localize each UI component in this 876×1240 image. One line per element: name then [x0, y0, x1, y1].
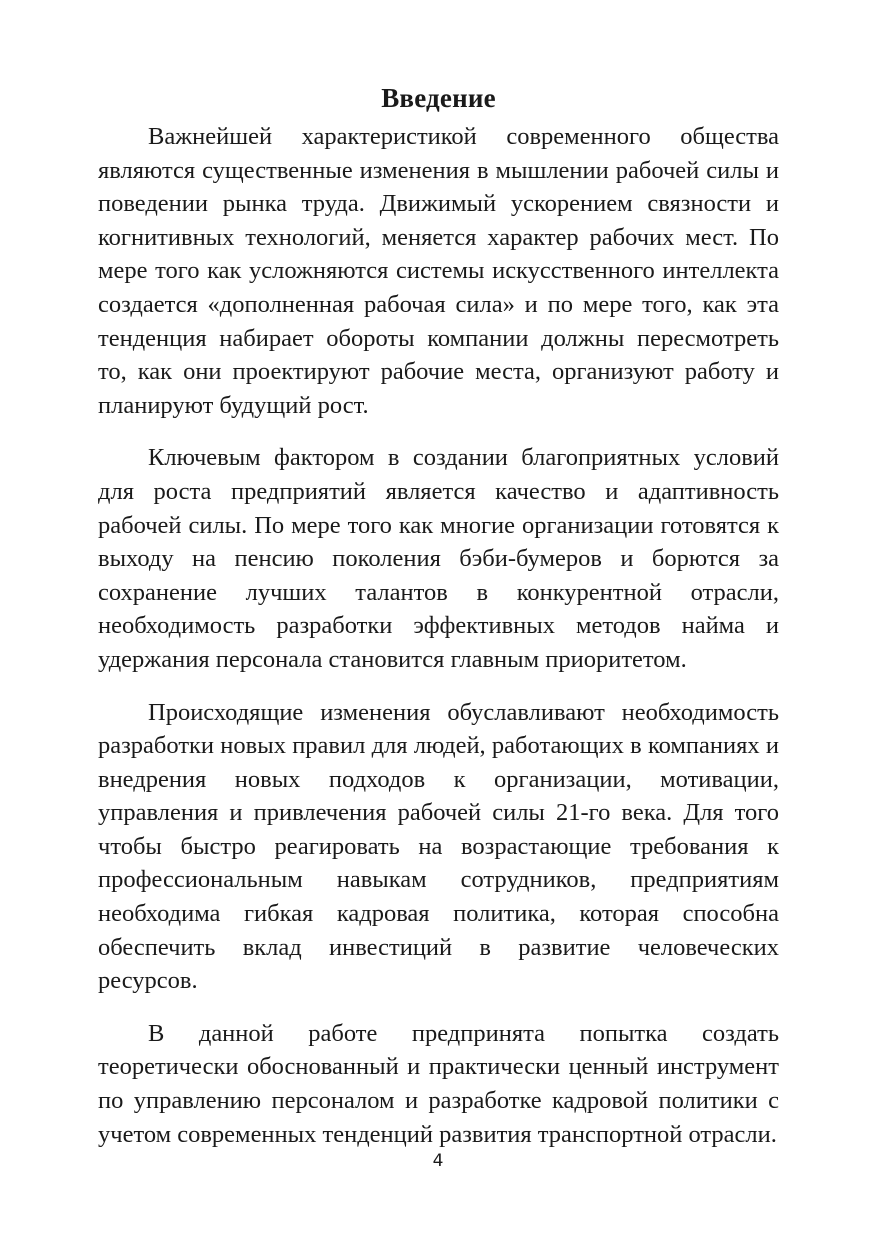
paragraph-2: Ключевым фактором в создании благоприятных условий для роста предприятий является качество и адаптивность рабочей силы. По мере того как многие организации готовятся к выходу на пенсию поколения бэби-бумеров и борются за сохранение лучших талантов в конкурентной отрасли, необходимость разработки эффективных методов найма и удержания персонала становится главным приоритетом.: [98, 444, 779, 673]
page-title: Введение: [381, 83, 496, 113]
page-number: 4: [432, 1151, 444, 1171]
paragraph-3: Происходящие изменения обуславливают необходимость разработки новых правил для людей, работающих в компаниях и внедрения новых подходов к организации, мотивации, управления и привлечения рабочей силы 21-го века. Для того чтобы быстро реагировать на возрастающие требования к профессиональным навыкам сотрудников, предприятиям необходима гибкая кадровая политика, которая способна обеспечить вклад инвестиций в развитие человеческих ресурсов.: [98, 698, 779, 995]
document-page: [98, 80, 779, 1170]
paragraph-1: Важнейшей характеристикой современного общества являются существенные изменения в мышлении рабочей силы и поведении рынка труда. Движимый ускорением связности и когнитивных технологий, меняется характер рабочих мест. По мере того как усложняются системы искусственного интеллекта создается «дополненная рабочая сила» и по мере того, как эта тенденция набирает обороты компании должны пересмотреть то, как они проектируют рабочие места, организуют работу и планируют будущий рост.: [98, 123, 779, 419]
paragraph-4: В данной работе предпринята попытка создать теоретически обоснованный и практически ценный инструмент по управлению персоналом и разработке кадровой политики с учетом современных тенденций развития транспортной отрасли.: [98, 1019, 779, 1148]
